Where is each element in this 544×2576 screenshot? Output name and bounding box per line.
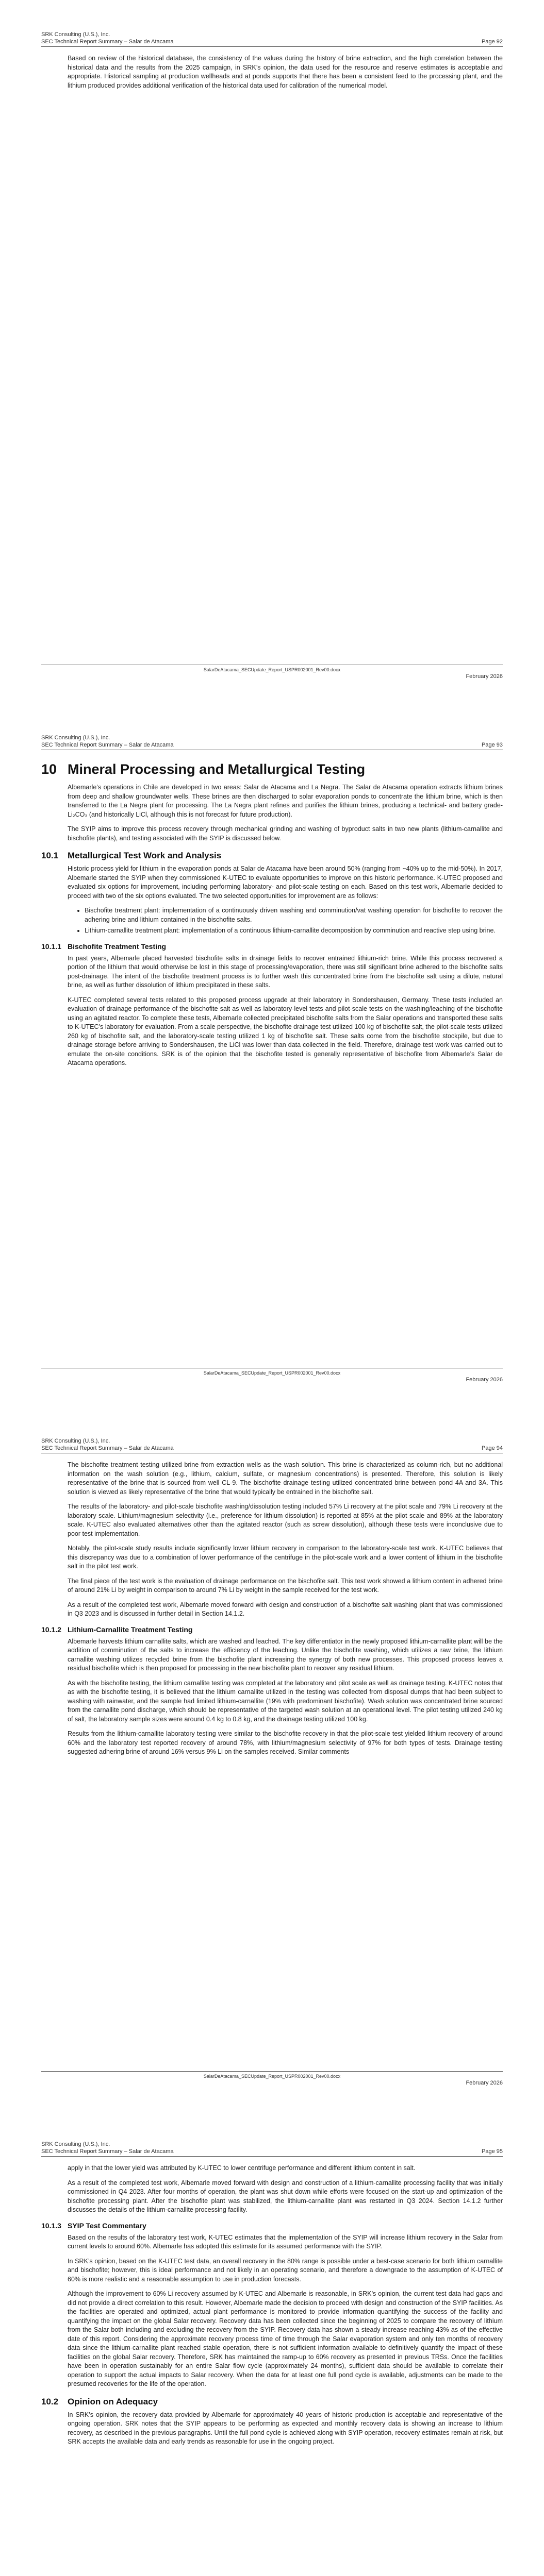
paragraph: As a result of the completed test work, Albemarle moved forward with design and construction of a lithium-carnallite processing facility that was initially commissioned in Q4 2023. After four months of operation, the plant was shut down while efforts were focused on the start-up and optimization of the bischofite processing plant. After the bischofite plant was stabilized, the lithium-carnallite plant was restarted in Q3 2024. Section 14.1.2 further discusses the details of the lithium-carnallite processing facility. [68,2179,503,2213]
section-title: Opinion on Adequacy [68,2396,158,2406]
paragraph: The SYIP aims to improve this process recovery through mechanical grinding and washing of byproduct salts in two new plants (lithium-carnallite and bischofite plants), and testing associated with the SYIP is discussed below. [68,825,503,842]
section-title: Metallurgical Test Work and Analysis [68,851,222,860]
list-item: • Bischofite treatment plant: implementation of a continuously driven washing and comminution/vat washing operation for bischofite to recover the adhering brine and lithium contained in the bischofite salts. [85,906,503,924]
page-94 [0,1406,544,2110]
page-number: Page 95 [482,2148,503,2155]
footer-rule [41,2071,503,2072]
section-heading-10-2 [41,2396,503,2408]
paragraph: Although the improvement to 60% Li recovery assumed by K-UTEC and Albemarle is reasonable, in SRK’s opinion, the current test data had gaps and did not provide a direct correlation to this result. However, Albemarle made the decision to proceed with design and construction of the SYIP facilities. As the facilities are operated and optimized, actual plant performance is monitored to provide information quantifying the success of the facility and quantifying the impact on the global Salar recovery. Recovery data has been collected since the beginning of 2025 to compare the recovery of lithium from the Salar both including and excluding the recovery from the SYIP. Recovery data has shown a steady increase reaching 43% as of the effective date of this report. Considering the approximate recovery process time of time through the Salar evaporation system and only ten months of recovery data since the lithium-carnallite plant reached stable operation, there is not sufficient information available to definitively quantify the impact of these facilities on the global Salar recovery. Therefore, SRK has maintained the ramp-up to 60% recovery as presented in previous TRSs. Once the facilities have been in operation sustainably for an entire Salar flow cycle (approximately 24 months), sufficient data should be available to correlate their operation to support the actual impacts to Salar recovery. When the data for at least one full pond cycle is available, adjustments can be made to the presumed recoveries for the life of the operation. [68,2290,503,2387]
header-company: SRK Consulting (U.S.), Inc. [41,2141,110,2147]
paragraph: Albemarle harvests lithium carnallite salts, which are washed and leached. The key differentiator in the newly proposed lithium-carnallite plant will be the addition of comminution of the salts to increase the efficiency of the leaching. Unlike the bischofite washing, which utilizes a raw brine, the lithium carnallite washing utilizes recycled brine from the bischofite plant increasing the synergy of both new processes. This proposed process leaves a residual bischofite which is then proposed for processing in the new bischofite plant to recover any residual lithium. [68,1637,503,1672]
paragraph: The final piece of the test work is the evaluation of drainage performance on the bischofite salt. This test work showed a lithium content in adhered brine of around 21% Li by weight in comparison to around 7% Li by weight in the sample received for the test work. [68,1577,503,1594]
page-number: Page 92 [482,39,503,45]
paragraph: The results of the laboratory- and pilot-scale bischofite washing/dissolution testing included 57% Li recovery at the pilot scale and 79% Li recovery at the laboratory scale. Lithium/magnesium selectivity (i.e., preference for lithium dissolution) is reported at 85% at the pilot scale and 89% at the laboratory scale. K-UTEC also evaluated alternatives other than the agitated reactor (such as screw dissolution), although these tests were inconclusive due to poor test implementation. [68,1503,503,1537]
page-95 [0,2110,544,2576]
footer-filename: SalarDeAtacama_SECUpdate_Report_USPR002001_Rev00.docx [203,1370,341,1376]
page-header [41,31,503,45]
footer-date: February 2026 [466,2080,503,2086]
page-92 [0,0,544,703]
page-93 [0,703,544,1406]
header-company: SRK Consulting (U.S.), Inc. [41,735,110,741]
bullet-list [41,906,503,936]
paragraph: In past years, Albemarle placed harvested bischofite salts in drainage fields to recover entrained lithium-rich brine. While this process recovered a portion of the lithium that would otherwise be lost in this stage of processing/evaporation, there was still significant brine adhered to the bischofite salts post-drainage. The intent of the bischofite treatment process is to further wash this concentrated brine from the bischofite salt using a dilute, natural brine, as well as further dissolution of lithium precipitated in these salts. [68,954,503,989]
page-body [41,757,503,1074]
header-report: SEC Technical Report Summary – Salar de Atacama [41,39,174,45]
section-number: 10.1.3 [41,2221,61,2230]
header-company: SRK Consulting (U.S.), Inc. [41,1438,110,1444]
section-number: 10.1.1 [41,942,61,951]
section-heading-10-1-2 [41,1625,503,1635]
page-body [41,54,503,96]
paragraph: K-UTEC completed several tests related to this proposed process upgrade at their laboratory in Sondershausen, Germany. These tests included an evaluation of drainage performance of the bischofite salt as well as laboratory-level tests and pilot-scale tests on the washing/leaching of the bischofite using an agitated reactor. To complete these tests, Albemarle collected precipitated bischofite salts from the Salar operations and transported these salts to K-UTEC’s laboratory for evaluation. From a scale perspective, the bischofite drainage test utilized 100 kg of bischofite salt, the pilot-scale tests utilized 260 kg of bischofite salt, and the laboratory-scale testing utilized 1 kg of bischofite salt. These salts come from the bischofite stockpile, but due to drainage storage before arriving to Sondershausen, the LiCl was lower than data collected in the field. Therefore, drainage test work was carried out to emulate the on-site conditions. SRK is of the opinion that the bischofite tested is generally representative of bischofite from Albemarle’s Salar de Atacama operations. [68,996,503,1066]
paragraph: Based on the results of the laboratory test work, K-UTEC estimates that the implementation of the SYIP will increase lithium recovery in the Salar from current levels to around 60%. Albemarle has adopted this estimate for its assumed performance with the SYIP. [68,2233,503,2250]
paragraph: Based on review of the historical database, the consistency of the values during the history of brine extraction, and the high correlation between the historical data and the results from the 2025 campaign, in SRK’s opinion, the data used for the resource and reserve estimates is acceptable and appropriate. Historical sampling at production wellheads and at ponds supports that there has been a consistent feed to the processing plant, and the lithium produced provides additional verification of the historical data used for calibration of the numerical model. [68,55,503,89]
section-heading-10-1 [41,850,503,861]
header-rule [41,46,503,47]
paragraph: In SRK’s opinion, based on the K-UTEC test data, an overall recovery in the 80% range is possible under a best-case scenario for both lithium carnallite and bischofite; however, this is ideal performance and not likely in an operating scenario, and therefore a downgrade to the assumption of K-UTEC of 60% is more realistic and a reasonable assumption to use in production forecasts. [68,2257,503,2283]
section-number: 10 [41,761,57,777]
list-item: • Lithium-carnallite treatment plant: implementation of a continuous lithium-carnallite decomposition by comminution and reactive step using brine. [85,926,503,936]
page-header [41,2141,503,2155]
paragraph: In SRK’s opinion, the recovery data provided by Albemarle for approximately 40 years of historic production is acceptable and representative of the ongoing operation. SRK notes that the SYIP appears to be performing as expected and monthly recovery data is showing an increase to lithium recovery, as described in the previous paragraphs. Until the full pond cycle is achieved along with SYIP operation, recovery estimates remain at risk, but SRK accepts the available data and early trends as reasonable for use in the ongoing project. [68,2411,503,2445]
page-number: Page 94 [482,1445,503,1451]
section-number: 10.2 [41,2396,59,2406]
section-title: Mineral Processing and Metallurgical Testing [68,761,366,777]
section-heading-10-1-3 [41,2221,503,2231]
section-number: 10.1 [41,851,59,860]
paragraph: Notably, the pilot-scale study results include significantly lower lithium recovery in comparison to the laboratory-scale test work. K-UTEC believes that this discrepancy was due to a combination of lower performance of the centrifuge in the pilot-scale work and a lower content of lithium in the bischofite salt in the pilot test work. [68,1545,503,1570]
section-heading-10 [41,760,503,778]
paragraph: As a result of the completed test work, Albemarle moved forward with design and construction of a bischofite salt washing plant that was commissioned in Q3 2023 and is discussed in further detail in Section 14.1.2. [68,1601,503,1617]
header-rule [41,2156,503,2157]
paragraph: Historic process yield for lithium in the evaporation ponds at Salar de Atacama have been around 50% (ranging from ~40% up to the mid-50%). In 2017, Albemarle started the SYIP when they commissioned K-UTEC to evaluate opportunities to improve on this historic performance. K-UTEC proposed and evaluated six options for improvement, including performing laboratory- and pilot-scale testing on each. Based on this test work, Albemarle decided to proceed with two of the six options evaluated. The two selected opportunities for improvement are as follows: [68,865,503,900]
header-report: SEC Technical Report Summary – Salar de Atacama [41,1445,174,1451]
header-report: SEC Technical Report Summary – Salar de Atacama [41,742,174,748]
page-body [41,1461,503,1762]
paragraph: Results from the lithium-carnallite laboratory testing were similar to the bischofite recovery in that the pilot-scale test yielded lithium recovery of around 60% and the laboratory test reported recovery of around 78%, with lithium/magnesium selectivity of 97% for both types of tests. Drainage testing suggested adhering brine of around 16% versus 9% Li on the samples received. Similar comments [68,1730,503,1755]
page-body [41,2164,503,2452]
section-heading-10-1-1 [41,942,503,952]
footer-filename: SalarDeAtacama_SECUpdate_Report_USPR002001_Rev00.docx [203,2074,341,2079]
page-number: Page 93 [482,742,503,748]
page-header [41,1437,503,1452]
paragraph: As with the bischofite testing, the lithium carnallite testing was completed at the laboratory and pilot scale as well as drainage testing. K-UTEC notes that as with the bischofite testing, it is believed that the lithium carnallite utilized in the testing was collected from disposal dumps that had been subject to washing with rainwater, and the sample had limited lithium-carnallite (19% with predominant bischofite). Wash solution was concentrated brine sourced from the carnallite pond discharge, which should be representative of the targeted wash solution at an operational level. The pilot testing utilized 240 kg of salt, the laboratory sample sizes were around 0.4 kg to 0.8 kg, and the drainage testing utilized 100 kg. [68,1679,503,1723]
section-title: SYIP Test Commentary [68,2221,146,2230]
paragraph: apply in that the lower yield was attributed by K-UTEC to lower centrifuge performance and different lithium content in salt. [68,2164,416,2172]
footer-filename: SalarDeAtacama_SECUpdate_Report_USPR002001_Rev00.docx [203,667,341,672]
section-title: Lithium-Carnallite Treatment Testing [68,1625,193,1634]
paragraph: Albemarle’s operations in Chile are developed in two areas: Salar de Atacama and La Negra. The Salar de Atacama operation extracts lithium brines from deep and shallow groundwater wells. These brines are then discharged to solar evaporation ponds to concentrate the lithium brine, which is then transferred to the La Negra plant for processing. The La Negra plant refines and purifies the lithium brines, producing a technical- and battery grade-Li₂CO₃ (and historically LiCl, although this is not forecast for future production). [68,784,503,818]
footer-date: February 2026 [466,673,503,680]
page-header [41,734,503,749]
footer-date: February 2026 [466,1377,503,1383]
paragraph: The bischofite treatment testing utilized brine from extraction wells as the wash solution. This brine is characterized as column-rich, but no additional information on the wash solution (e.g., lithium, calcium, sulfate, or magnesium concentrations) is presented. Therefore, this solution is likely representative of the brine that is sourced from well CL-9. The bischofite drainage testing utilized concentrated brine between pond 4A and 3A. This solution is viewed as likely representative of the brine that would typically be entrained in the bischofite salt. [68,1461,503,1496]
header-report: SEC Technical Report Summary – Salar de Atacama [41,2148,174,2155]
section-number: 10.1.2 [41,1625,61,1634]
section-title: Bischofite Treatment Testing [68,942,167,951]
header-company: SRK Consulting (U.S.), Inc. [41,31,110,38]
